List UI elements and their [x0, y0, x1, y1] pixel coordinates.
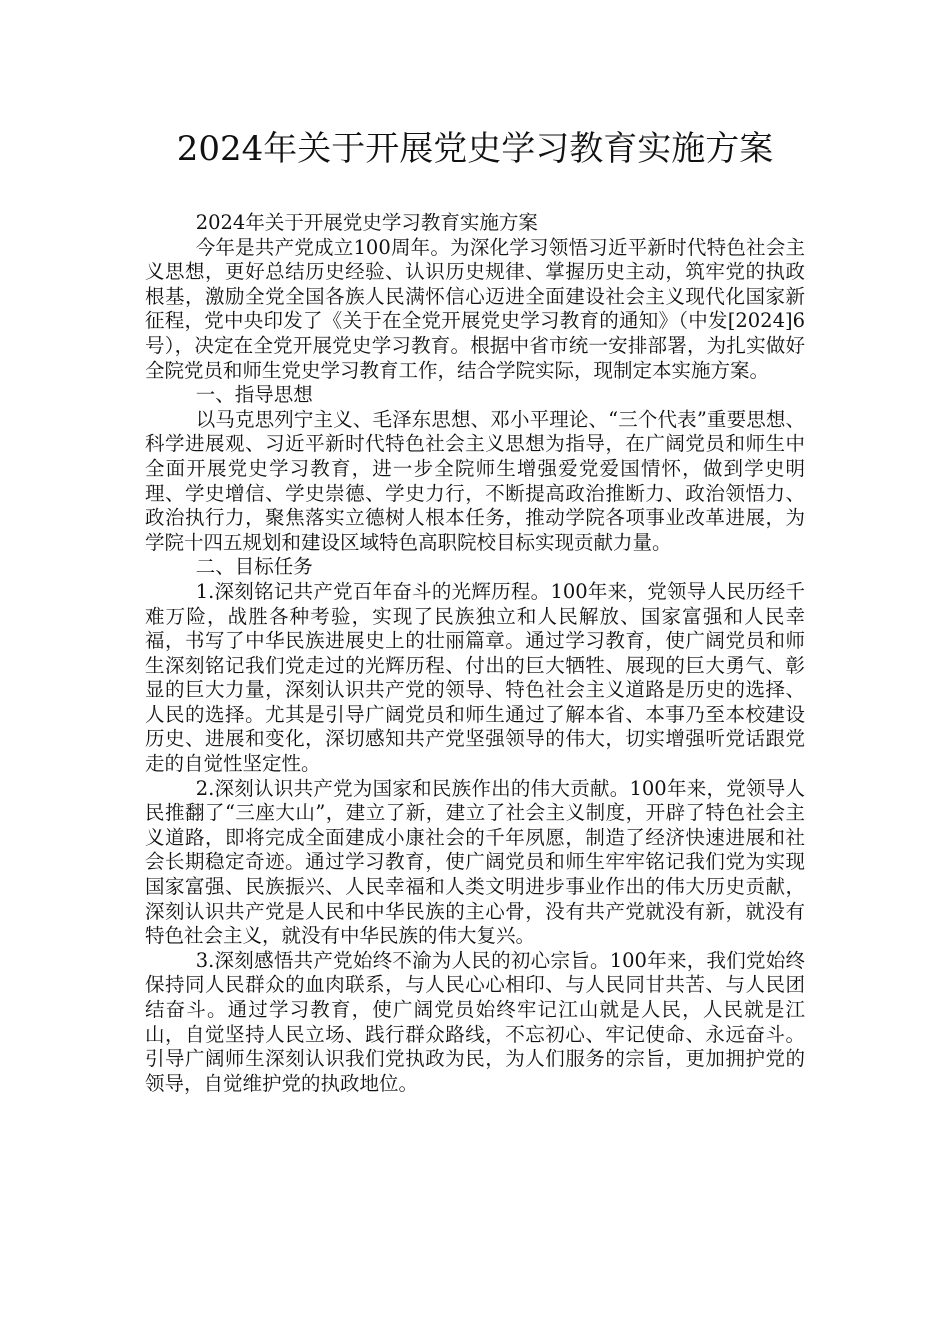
subtitle-paragraph: 2024年关于开展党史学习教育实施方案: [195, 211, 538, 234]
guiding-ideology-paragraph: 以马克思列宁主义、毛泽东思想、邓小平理论、“三个代表”重要思想、科学进展观、习近平新时代特色社会主义思想为指导，在广阔党员和师生中全面开展党史学习教育，进一步全院师生增强爱党爱国情怀，做到学史明理、学史增信、学史崇德、学史力行，不断提高政治推断力、政治领悟力、政治执行力，聚焦落实立德树人根本任务，推动学院各项事业改革进展，为学院十四五规划和建设区域特色高职院校目标实现贡献力量。: [145, 407, 805, 554]
section-heading-goals-tasks: 二、目标任务: [195, 555, 313, 579]
intro-paragraph: 今年是共产党成立100周年。为深化学习领悟习近平新时代特色社会主义思想，更好总结历史经验、认识历史规律、掌握历史主动，筑牢党的执政根基，激励全党全国各族人民满怀信心迈进全面建设社会主义现代化国家新征程，党中央印发了《关于在全党开展党史学习教育的通知》（中发[2024]6号），决定在全党开展党史学习教育。根据中省市统一安排部署，为扎实做好全院党员和师生党史学习教育工作，结合学院实际，现制定本实施方案。: [145, 235, 805, 382]
task-paragraph-2: 2.深刻认识共产党为国家和民族作出的伟大贡献。100年来，党领导人民推翻了“三座大山”，建立了新，建立了社会主义制度，开辟了特色社会主义道路，即将完成全面建成小康社会的千年夙愿，制造了经济快速进展和社会长期稳定奇迹。通过学习教育，使广阔党员和师生牢牢铭记我们党为实现国家富强、民族振兴、人民幸福和人类文明进步事业作出的伟大历史贡献，深刻认识共产党是人民和中华民族的主心骨，没有共产党就没有新，就没有特色社会主义，就没有中华民族的伟大复兴。: [145, 776, 805, 948]
task-paragraph-3: 3.深刻感悟共产党始终不渝为人民的初心宗旨。100年来，我们党始终保持同人民群众的血肉联系，与人民心心相印、与人民同甘共苦、与人民团结奋斗。通过学习教育，使广阔党员始终牢记江山就是人民，人民就是江山，自觉坚持人民立场、践行群众路线，不忘初心、牢记使命、永远奋斗。引导广阔师生深刻认识我们党执政为民，为人们服务的宗旨，更加拥护党的领导，自觉维护党的执政地位。: [145, 948, 805, 1095]
document-title: 2024年关于开展党史学习教育实施方案: [176, 129, 774, 169]
task-paragraph-1: 1.深刻铭记共产党百年奋斗的光辉历程。100年来，党领导人民历经千难万险，战胜各种考验，实现了民族独立和人民解放、国家富强和人民幸福，书写了中华民族进展史上的壮丽篇章。通过学习教育，使广阔党员和师生深刻铭记我们党走过的光辉历程、付出的巨大牺牲、展现的巨大勇气、彰显的巨大力量，深刻认识共产党的领导、特色社会主义道路是历史的选择、人民的选择。尤其是引导广阔党员和师生通过了解本省、本事乃至本校建设历史、进展和变化，深切感知共产党坚强领导的伟大，切实增强听党话跟党走的自觉性坚定性。: [145, 579, 805, 776]
section-heading-guiding-ideology: 一、指导思想: [195, 383, 313, 407]
document-page: [145, 120, 805, 1096]
document-body: [145, 211, 805, 1096]
